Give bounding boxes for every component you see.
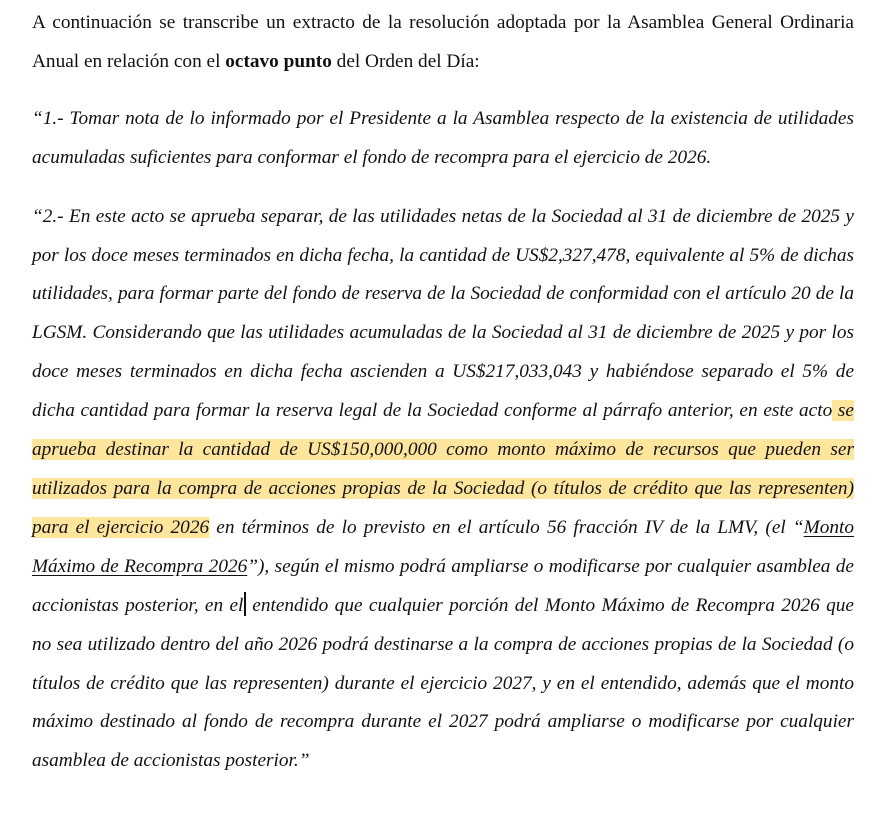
- resolution-item-1: “1.- Tomar nota de lo informado por el Presidente a la Asamblea respecto de la existencia de utilidades acumuladas suficientes para conformar el fondo de recompra para el ejercicio de 2026.: [32, 107, 854, 168]
- resolution-2-text-end: entendido que cualquier porción del Monto Máximo de Recompra 2026 que no sea utilizado dentro del año 2026 podrá destinarse a la compra de acciones propias de la Sociedad (o títulos de crédito que las representen) durante el ejercicio 2027, y en el entendido, además que el monto máximo destinado al fondo de recompra durante el 2027 podrá ampliarse o modificarse por cualquier asamblea de accionistas posterior.”: [32, 594, 854, 772]
- highlighted-buyback-amount: se aprueba destinar la cantidad de US$150,000,000 como monto máximo de recursos que pueden ser utilizados para la compra de acciones propias de la Sociedad (o títulos de crédito que las representen) para el ejercicio 2026: [32, 400, 854, 538]
- intro-text: A continuación se transcribe un extracto de la resolución adoptada por la Asamblea General Ordinaria Anual en relación con el: [32, 12, 854, 72]
- agenda-item-bold: octavo punto: [225, 50, 332, 72]
- resolution-2-text-start: “2.- En este acto se aprueba separar, de las utilidades netas de la Sociedad al 31 de diciembre de 2025 y por los doce meses terminados en dicha fecha, la cantidad de US$2,327,478, equivalente al 5% de dichas utilidades, para formar parte del fondo de reserva de la Sociedad de conformidad con el artículo 20 de la LGSM. Considerando que las utilidades acumuladas de la Sociedad al 31 de diciembre de 2025 y por los doce meses terminados en dicha fecha ascienden a US$217,033,043 y habiéndose separado el 5% de dicha cantidad para formar la reserva legal de la Sociedad conforme al párrafo anterior, en este acto: [32, 205, 854, 422]
- resolution-item-2[interactable]: [32, 198, 854, 782]
- intro-paragraph: [32, 4, 854, 82]
- intro-text-end: del Orden del Día:: [331, 50, 480, 72]
- defined-term-underlined: Monto Máximo de Recompra 2026: [32, 516, 854, 577]
- resolution-2-text-middle: en términos de lo previsto en el artículo 56 fracción IV de la LMV, (el “: [209, 516, 804, 538]
- resolution-2-text-continued: ”), según el mismo podrá ampliarse o modificarse por cualquier asamblea de accionistas posterior, en el: [32, 555, 854, 616]
